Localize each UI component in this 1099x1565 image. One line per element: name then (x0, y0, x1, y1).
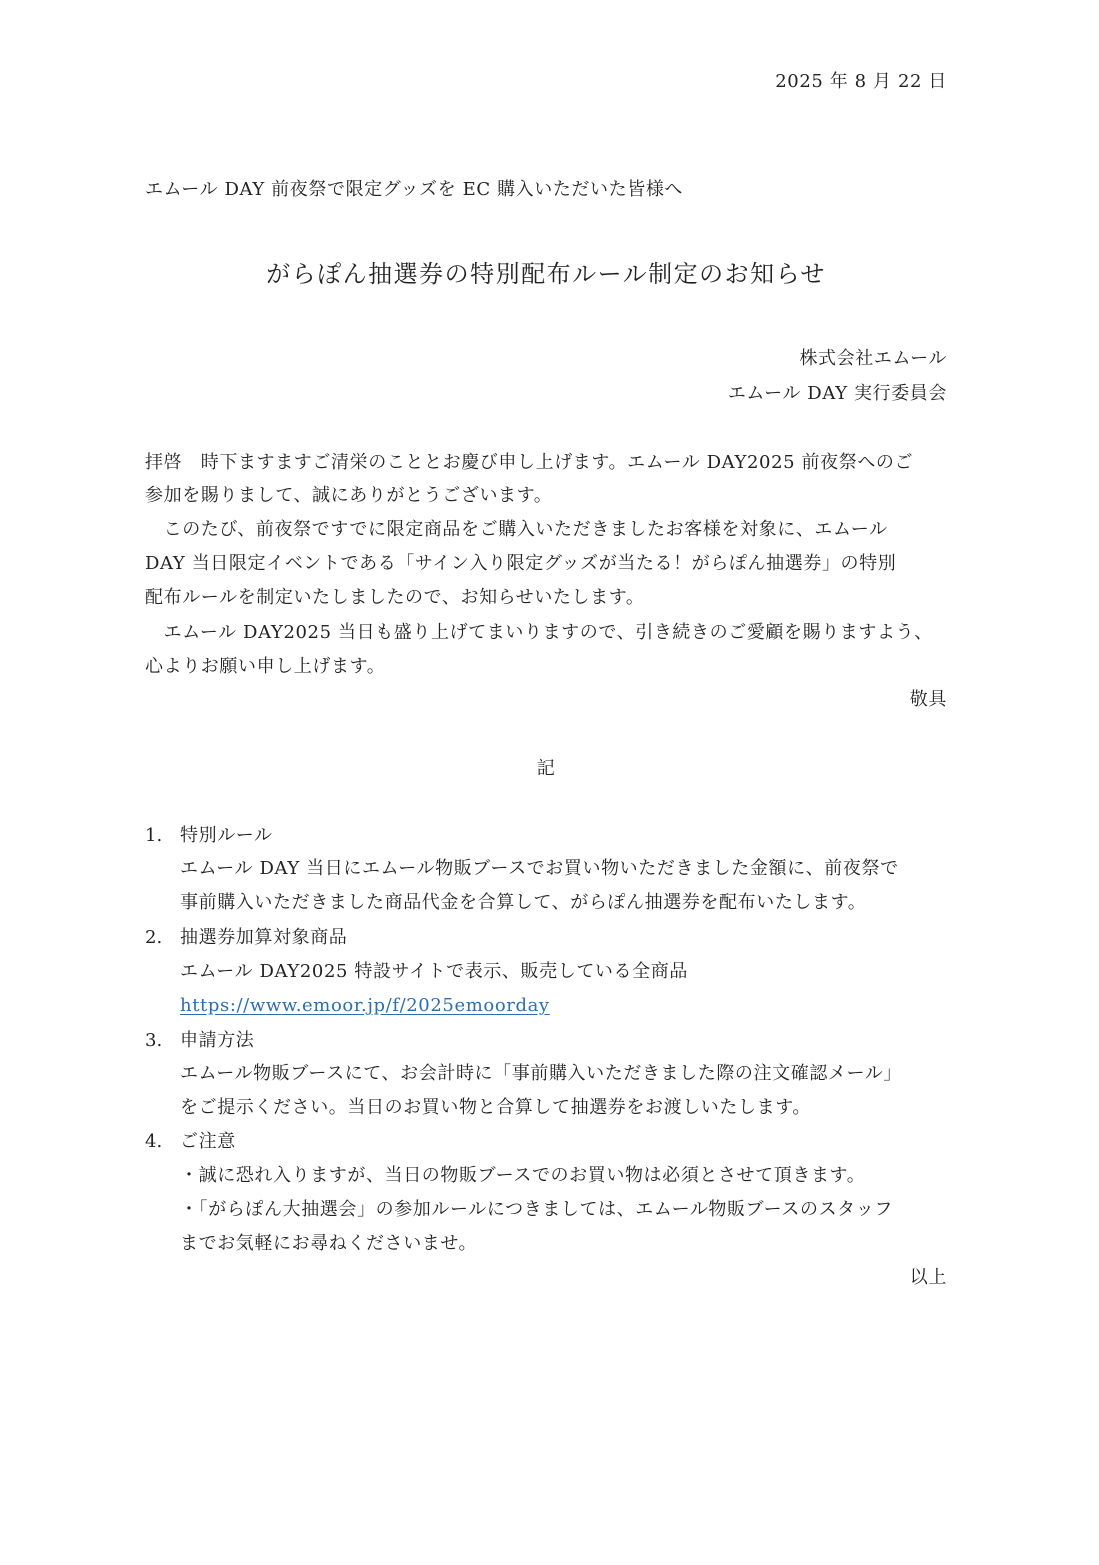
closing-keigu: 敬具 (909, 689, 947, 710)
item-3-label: 申請方法 (180, 1030, 255, 1051)
item-3-number: 3. (145, 1030, 163, 1051)
sender-committee: エムール DAY 実行委員会 (727, 383, 947, 404)
item-2-number: 2. (145, 927, 163, 948)
item-3-line-2: をご提示ください。当日のお買い物と合算して抽選券をお渡しいたします。 (180, 1097, 811, 1118)
addressee: エムール DAY 前夜祭で限定グッズを EC 購入いただいた皆様へ (145, 179, 684, 200)
item-1-line-1: エムール DAY 当日にエムール物販ブースでお買い物いただきました金額に、前夜祭で (180, 858, 899, 879)
body-paragraph-2-line-3: 配布ルールを制定いたしましたので、お知らせいたします。 (145, 587, 645, 608)
item-1-number: 1. (145, 825, 163, 846)
body-paragraph-3-line-2: 心よりお願い申し上げます。 (145, 656, 386, 677)
document-title: がらぽん抽選券の特別配布ルール制定のお知らせ (266, 260, 826, 288)
end-ijou: 以上 (909, 1267, 947, 1288)
ki-heading: 記 (536, 758, 556, 779)
item-4-line-1: ・誠に恐れ入りますが、当日の物販ブースでのお買い物は必須とさせて頂きます。 (180, 1165, 866, 1186)
document-date: 2025 年 8 月 22 日 (775, 71, 947, 92)
item-4-number: 4. (145, 1131, 163, 1152)
body-paragraph-1-line-1: 拝啓 時下ますますご清栄のこととお慶び申し上げます。エムール DAY2025 前夜祭へのご (145, 452, 914, 473)
sender-company: 株式会社エムール (799, 348, 947, 369)
body-paragraph-2-line-2: DAY 当日限定イベントである「サイン入り限定グッズが当たる！がらぽん抽選券」の特別 (145, 553, 897, 574)
body-paragraph-1-line-2: 参加を賜りまして、誠にありがとうございます。 (145, 485, 553, 506)
item-1-line-2: 事前購入いただきました商品代金を合算して、がらぽん抽選券を配布いたします。 (180, 892, 867, 913)
body-paragraph-3-line-1: エムール DAY2025 当日も盛り上げてまいりますので、引き続きのご愛顧を賜りますよう、 (145, 622, 933, 643)
item-4-label: ご注意 (180, 1131, 236, 1152)
special-site-link[interactable]: https://www.emoor.jp/f/2025emoorday (180, 995, 550, 1016)
item-2-line-1: エムール DAY2025 特設サイトで表示、販売している全商品 (180, 961, 688, 982)
item-2-link-line (180, 994, 947, 1018)
item-4-line-3: までお気軽にお尋ねくださいませ。 (180, 1233, 478, 1254)
item-3-line-1: エムール物販ブースにて、お会計時に「事前購入いただきました際の注文確認メール」 (180, 1063, 902, 1084)
item-1-label: 特別ルール (180, 825, 273, 846)
body-paragraph-2-line-1: このたび、前夜祭ですでに限定商品をご購入いただきましたお客様を対象に、エムール (145, 519, 888, 540)
item-4-line-2: ・「がらぽん大抽選会」の参加ルールにつきましては、エムール物販ブースのスタッフ (180, 1199, 893, 1220)
item-2-label: 抽選券加算対象商品 (180, 927, 348, 948)
